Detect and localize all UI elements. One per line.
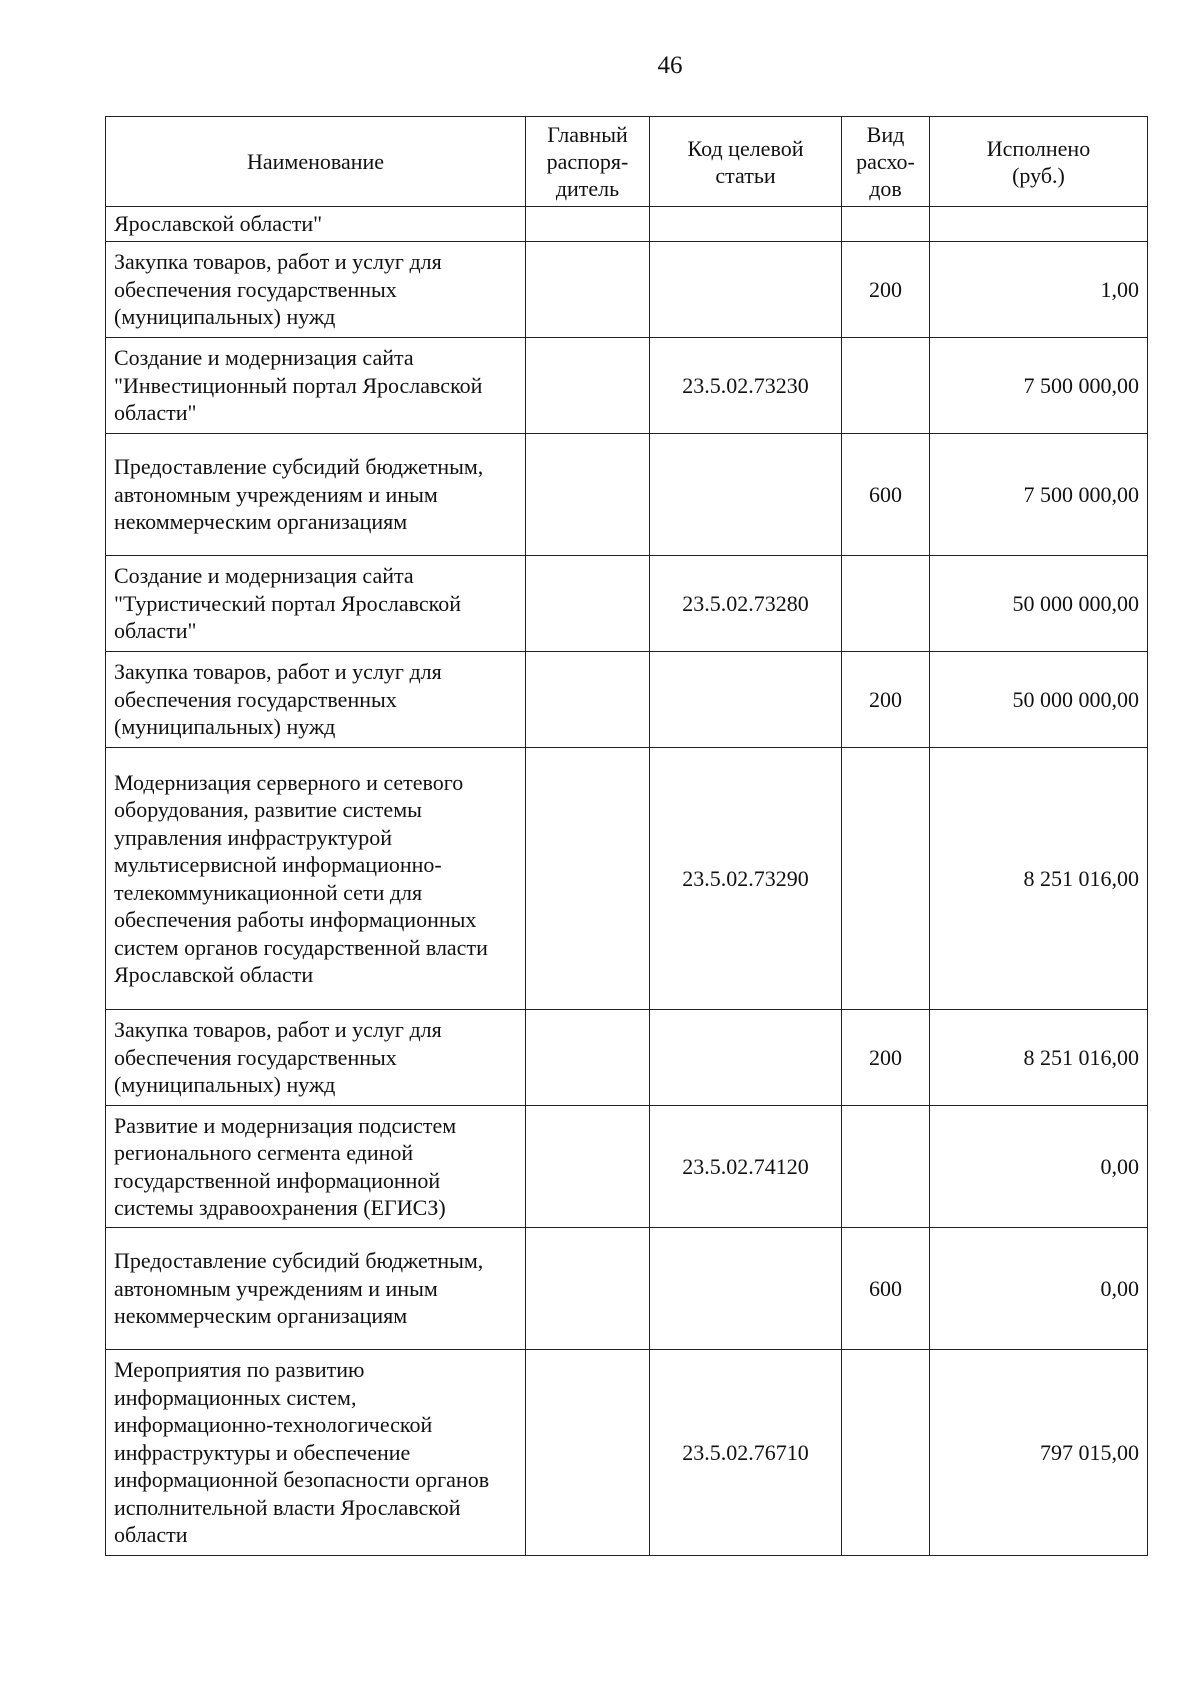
page-number: 46 bbox=[657, 52, 683, 79]
budget-execution-table bbox=[105, 116, 1148, 1556]
table-row bbox=[106, 434, 1148, 556]
cell-target-code bbox=[650, 207, 842, 242]
header-target-code bbox=[650, 117, 842, 207]
cell-target-code bbox=[650, 242, 842, 338]
cell-name: Предоставление субсидий бюджетным, автономным учреждениям и иным некоммерческим организациям bbox=[106, 434, 526, 556]
table-row bbox=[106, 242, 1148, 338]
cell-executed: 8 251 016,00 bbox=[930, 1010, 1148, 1106]
cell-target-code bbox=[650, 1010, 842, 1106]
cell-expense-kind bbox=[842, 207, 930, 242]
cell-name: Развитие и модернизация подсистем регионального сегмента единой государственной информационной системы здравоохранения (ЕГИСЗ) bbox=[106, 1106, 526, 1228]
cell-main-manager bbox=[526, 652, 650, 748]
cell-target-code bbox=[650, 434, 842, 556]
cell-executed bbox=[930, 207, 1148, 242]
header-executed-line: (руб.) bbox=[1012, 162, 1065, 188]
cell-main-manager bbox=[526, 207, 650, 242]
header-executed-line: Исполнено bbox=[986, 135, 1091, 161]
cell-name: Закупка товаров, работ и услуг для обеспечения государственных (муниципальных) нужд bbox=[106, 242, 526, 338]
cell-name: Мероприятия по развитию информационных систем, информационно-технологической инфраструктуры и обеспечение информационной безопасности органов исполнительной власти Ярославской области bbox=[106, 1350, 526, 1556]
cell-main-manager bbox=[526, 556, 650, 652]
cell-expense-kind bbox=[842, 748, 930, 1010]
cell-main-manager bbox=[526, 242, 650, 338]
cell-expense-kind bbox=[842, 556, 930, 652]
cell-expense-kind bbox=[842, 338, 930, 434]
header-main-manager bbox=[526, 117, 650, 207]
cell-expense-kind: 200 bbox=[842, 652, 930, 748]
table-header-row bbox=[106, 117, 1148, 207]
table-row bbox=[106, 207, 1148, 242]
cell-executed: 797 015,00 bbox=[930, 1350, 1148, 1556]
table-row bbox=[106, 1010, 1148, 1106]
cell-target-code: 23.5.02.76710 bbox=[650, 1350, 842, 1556]
cell-executed: 7 500 000,00 bbox=[930, 338, 1148, 434]
table-row bbox=[106, 338, 1148, 434]
cell-target-code: 23.5.02.73290 bbox=[650, 748, 842, 1010]
header-main-manager-line: распоря- bbox=[546, 149, 629, 174]
cell-expense-kind: 600 bbox=[842, 1228, 930, 1350]
header-main-manager-line: Главный bbox=[547, 122, 628, 147]
cell-target-code: 23.5.02.74120 bbox=[650, 1106, 842, 1228]
header-expense-kind-line: расхо- bbox=[856, 149, 915, 174]
cell-main-manager bbox=[526, 338, 650, 434]
table-row bbox=[106, 652, 1148, 748]
cell-executed: 7 500 000,00 bbox=[930, 434, 1148, 556]
cell-main-manager bbox=[526, 434, 650, 556]
cell-target-code: 23.5.02.73280 bbox=[650, 556, 842, 652]
table-row bbox=[106, 556, 1148, 652]
cell-name: Модернизация серверного и сетевого оборудования, развитие системы управления инфраструктурой мультисервисной информационно-телекоммуникационной сети для обеспечения работы информационных систем органов государственной власти Ярославской области bbox=[106, 748, 526, 1010]
cell-main-manager bbox=[526, 1350, 650, 1556]
cell-executed: 0,00 bbox=[930, 1106, 1148, 1228]
cell-target-code bbox=[650, 1228, 842, 1350]
cell-name: Создание и модернизация сайта "Туристический портал Ярославской области" bbox=[106, 556, 526, 652]
cell-expense-kind: 200 bbox=[842, 242, 930, 338]
cell-main-manager bbox=[526, 748, 650, 1010]
cell-executed: 50 000 000,00 bbox=[930, 556, 1148, 652]
cell-executed: 8 251 016,00 bbox=[930, 748, 1148, 1010]
header-name: Наименование bbox=[106, 117, 526, 207]
cell-name: Закупка товаров, работ и услуг для обеспечения государственных (муниципальных) нужд bbox=[106, 1010, 526, 1106]
table-row bbox=[106, 1350, 1148, 1556]
cell-executed: 0,00 bbox=[930, 1228, 1148, 1350]
table-row bbox=[106, 1228, 1148, 1350]
header-expense-kind-line: дов bbox=[869, 176, 902, 201]
cell-expense-kind bbox=[842, 1106, 930, 1228]
cell-executed: 50 000 000,00 bbox=[930, 652, 1148, 748]
cell-name: Предоставление субсидий бюджетным, автономным учреждениям и иным некоммерческим организациям bbox=[106, 1228, 526, 1350]
cell-target-code bbox=[650, 652, 842, 748]
cell-name: Ярославской области" bbox=[106, 207, 526, 242]
table-row bbox=[106, 748, 1148, 1010]
cell-expense-kind: 600 bbox=[842, 434, 930, 556]
table-row bbox=[106, 1106, 1148, 1228]
header-executed bbox=[930, 117, 1148, 207]
cell-target-code: 23.5.02.73230 bbox=[650, 338, 842, 434]
cell-name: Создание и модернизация сайта "Инвестиционный портал Ярославской области" bbox=[106, 338, 526, 434]
header-target-code-line: статьи bbox=[715, 162, 776, 188]
cell-main-manager bbox=[526, 1228, 650, 1350]
cell-expense-kind bbox=[842, 1350, 930, 1556]
cell-executed: 1,00 bbox=[930, 242, 1148, 338]
cell-main-manager bbox=[526, 1010, 650, 1106]
cell-main-manager bbox=[526, 1106, 650, 1228]
header-expense-kind bbox=[842, 117, 930, 207]
header-expense-kind-line: Вид bbox=[866, 122, 905, 147]
cell-name: Закупка товаров, работ и услуг для обеспечения государственных (муниципальных) нужд bbox=[106, 652, 526, 748]
header-main-manager-line: дитель bbox=[555, 176, 620, 201]
cell-expense-kind: 200 bbox=[842, 1010, 930, 1106]
header-target-code-line: Код целевой bbox=[687, 135, 804, 161]
